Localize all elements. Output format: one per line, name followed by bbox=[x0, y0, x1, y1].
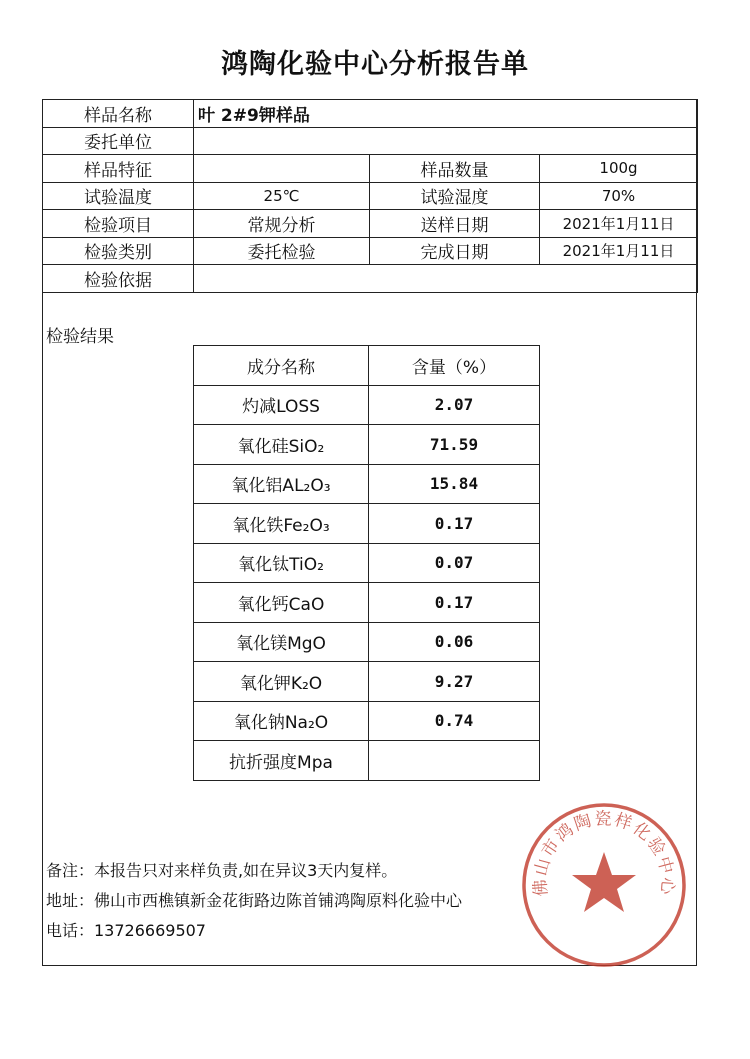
client-value bbox=[194, 127, 698, 155]
header-content-percent: 含量（%） bbox=[369, 346, 540, 386]
row-basis bbox=[43, 265, 698, 293]
component-name: 氧化镁MgO bbox=[194, 622, 369, 662]
row-type bbox=[43, 237, 698, 265]
type-label: 检验类别 bbox=[43, 237, 194, 265]
component-value: 0.74 bbox=[369, 701, 540, 741]
results-table bbox=[193, 345, 540, 781]
table-row bbox=[194, 543, 540, 583]
row-item bbox=[43, 210, 698, 238]
component-value: 0.07 bbox=[369, 543, 540, 583]
row-client bbox=[43, 127, 698, 155]
feature-value bbox=[194, 155, 370, 183]
table-row bbox=[194, 701, 540, 741]
send-date-label: 送样日期 bbox=[370, 210, 540, 238]
component-value: 0.06 bbox=[369, 622, 540, 662]
seal-star-icon bbox=[572, 852, 636, 912]
type-value: 委托检验 bbox=[194, 237, 370, 265]
table-row bbox=[194, 741, 540, 781]
table-row bbox=[194, 464, 540, 504]
sample-info-table bbox=[42, 99, 698, 293]
table-row bbox=[194, 385, 540, 425]
temp-value: 25℃ bbox=[194, 182, 370, 210]
component-value: 9.27 bbox=[369, 662, 540, 702]
component-value: 15.84 bbox=[369, 464, 540, 504]
basis-value bbox=[194, 265, 698, 293]
table-row bbox=[194, 622, 540, 662]
table-row bbox=[194, 583, 540, 623]
component-name: 氧化钾K₂O bbox=[194, 662, 369, 702]
table-row bbox=[194, 504, 540, 544]
item-label: 检验项目 bbox=[43, 210, 194, 238]
row-feature bbox=[43, 155, 698, 183]
component-value: 0.17 bbox=[369, 504, 540, 544]
temp-label: 试验温度 bbox=[43, 182, 194, 210]
results-header-row bbox=[194, 346, 540, 386]
done-date-label: 完成日期 bbox=[370, 237, 540, 265]
quantity-label: 样品数量 bbox=[370, 155, 540, 183]
official-seal-stamp bbox=[519, 800, 689, 970]
send-date-value: 2021年1月11日 bbox=[540, 210, 698, 238]
component-name: 氧化硅SiO₂ bbox=[194, 425, 369, 465]
row-temperature bbox=[43, 182, 698, 210]
table-row bbox=[194, 662, 540, 702]
component-name: 灼减LOSS bbox=[194, 385, 369, 425]
footer-phone: 电话：13726669507 bbox=[46, 921, 206, 940]
component-name: 氧化钙CaO bbox=[194, 583, 369, 623]
component-name: 氧化铁Fe₂O₃ bbox=[194, 504, 369, 544]
results-section-label: 检验结果 bbox=[46, 327, 114, 347]
humidity-label: 试验湿度 bbox=[370, 182, 540, 210]
component-name: 氧化铝AL₂O₃ bbox=[194, 464, 369, 504]
component-name: 氧化钠Na₂O bbox=[194, 701, 369, 741]
component-name: 氧化钛TiO₂ bbox=[194, 543, 369, 583]
component-value: 0.17 bbox=[369, 583, 540, 623]
quantity-value: 100g bbox=[540, 155, 698, 183]
row-sample-name bbox=[43, 100, 698, 128]
table-row bbox=[194, 425, 540, 465]
component-value: 71.59 bbox=[369, 425, 540, 465]
feature-label: 样品特征 bbox=[43, 155, 194, 183]
component-name: 抗折强度Mpa bbox=[194, 741, 369, 781]
component-value: 2.07 bbox=[369, 385, 540, 425]
component-value bbox=[369, 741, 540, 781]
done-date-value: 2021年1月11日 bbox=[540, 237, 698, 265]
header-component-name: 成分名称 bbox=[194, 346, 369, 386]
sample-name-value: 叶 2#9钾样品 bbox=[194, 100, 698, 128]
footer-address: 地址：佛山市西樵镇新金花街路边陈首铺鸿陶原料化验中心 bbox=[46, 891, 463, 910]
sample-name-label: 样品名称 bbox=[43, 100, 194, 128]
client-label: 委托单位 bbox=[43, 127, 194, 155]
footer-note: 备注：本报告只对来样负责,如在异议3天内复样。 bbox=[46, 861, 398, 880]
page-title: 鸿陶化验中心分析报告单 bbox=[221, 49, 529, 80]
seal-text: 佛山市鸿陶瓷样化验中心 bbox=[530, 809, 678, 898]
basis-label: 检验依据 bbox=[43, 265, 194, 293]
humidity-value: 70% bbox=[540, 182, 698, 210]
item-value: 常规分析 bbox=[194, 210, 370, 238]
